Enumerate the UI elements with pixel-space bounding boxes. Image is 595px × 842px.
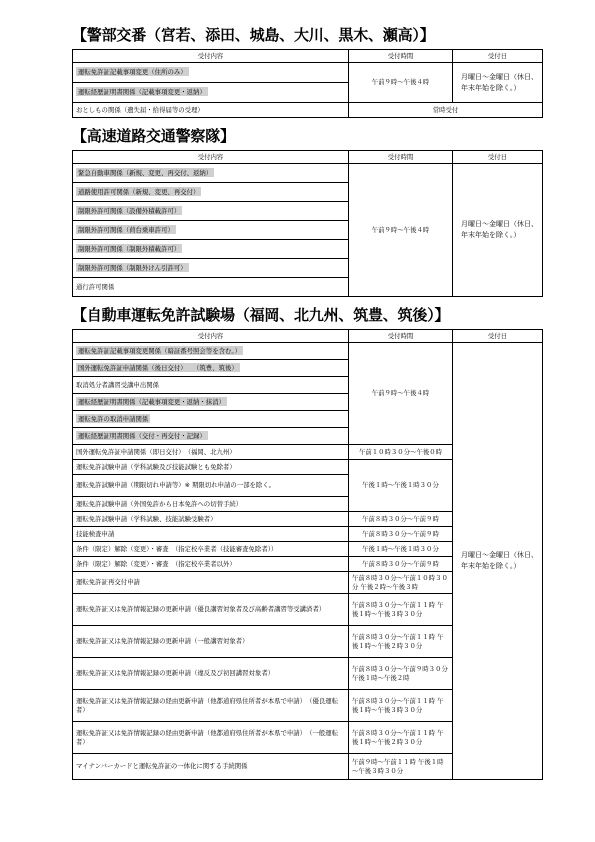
row-content: 制限外許可関係（荷台乗車許可） <box>78 225 174 234</box>
table-row <box>73 343 543 360</box>
section-title-koban: 【警部交番（宮若、添田、城島、大川、黒木、瀬高）】 <box>72 26 435 44</box>
header-day: 受付日 <box>453 50 543 63</box>
row-content: 運転経歴証明書関係（交付・再交付・記録） <box>78 431 206 440</box>
document-page <box>72 26 542 780</box>
time-cell: 午前８時３０分～午前９時３０分 午後１時～午後２時 <box>349 658 453 690</box>
row-content: 制限外許可関係（制限外けん引許可） <box>78 263 187 272</box>
row-content: 運転免許証記載事項変更（住所のみ） <box>78 68 187 77</box>
row-content: 条件（限定）解除（変更）・審査 （指定校卒業者以外） <box>73 557 349 572</box>
row-content: 通行許可関係 <box>73 278 349 297</box>
row-content: 緊急自動車関係（新規、変更、再交付、返納） <box>78 168 213 177</box>
row-content: 技能検査申請 <box>73 527 349 542</box>
table-header-row <box>73 50 543 63</box>
time-cell: 午前８時３０分～午前１１時 午後１時～午後２時３０分 <box>349 626 453 658</box>
day-cell: 月曜日～金曜日（休日、年末年始を除く。） <box>453 343 543 780</box>
row-content: 運転免許証又は免許情報記録の経由更新申請（他都道府県住所者が本県で申請） （一般運転者） <box>73 722 349 754</box>
row-content: 道路使用許可関係（新規、変更、再交付） <box>78 187 200 196</box>
row-content: 国外運転免許証申請関係（即日交付） （福岡、北九州） <box>73 445 349 460</box>
time-cell: 午前８時３０分～午前１１時 午後１時～午後２時３０分 <box>349 722 453 754</box>
row-content: 運転免許証又は免許情報記録の更新申請（違反及び初回講習対象者） <box>73 658 349 690</box>
table-test-center <box>72 329 543 780</box>
row-content: 国外運転免許証申請関係（後日交付） （筑豊、筑後） <box>78 363 238 372</box>
header-content: 受付内容 <box>73 330 349 343</box>
section-title-highway: 【高速道路交通警察隊】 <box>72 127 235 145</box>
table-highway <box>72 150 543 297</box>
row-content: 運転免許試験申請（外国免許から日本免許への切替手続） <box>73 497 349 512</box>
day-cell: 月曜日～金曜日（休日、年末年始を除く。） <box>453 63 543 103</box>
row-content: おとしもの関係（遺失届・拾得届等の受理） <box>73 103 349 118</box>
header-content: 受付内容 <box>73 151 349 164</box>
row-content: 運転免許証又は免許情報記録の経由更新申請（他都道府県住所者が本県で申請） （優良運転者） <box>73 690 349 722</box>
table-row <box>73 63 543 83</box>
time-cell: 午前８時３０分～午前１１時 午後１時～午後３時３０分 <box>349 594 453 626</box>
row-content: マイナンバーカードと運転免許証の一体化に関する手続関係 <box>73 754 349 780</box>
time-cell: 午前８時３０分～午前９時 <box>349 557 453 572</box>
day-cell: 月曜日～金曜日（休日、年末年始を除く。） <box>453 164 543 297</box>
time-cell: 午後１時～午後１時３０分 <box>349 542 453 557</box>
table-row <box>73 164 543 183</box>
time-cell: 午前９時～午前１１時 午後１時～午後３時３０分 <box>349 754 453 780</box>
header-day: 受付日 <box>453 151 543 164</box>
row-content: 運転免許試験申請（学科試験及び技能試験とも免除者） <box>73 460 349 475</box>
header-day: 受付日 <box>453 330 543 343</box>
row-content: 運転免許試験申請（期限切れ申請等）※ 期限切れ申請の一部を除く。 <box>73 475 349 497</box>
time-cell: 午前８時３０分～午前１０時３０分 午後２時～午後３時 <box>349 572 453 594</box>
header-time: 受付時間 <box>349 50 453 63</box>
time-cell: 午前８時３０分～午前１１時 午後１時～午後３時３０分 <box>349 690 453 722</box>
row-content: 運転免許証再交付申請 <box>73 572 349 594</box>
always-cell: 常時受付 <box>349 103 543 118</box>
row-content: 制限外許可関係（設備外積載許可） <box>78 206 181 215</box>
row-content: 運転免許証又は免許情報記録の更新申請（一般講習対象者） <box>73 626 349 658</box>
row-content: 運転免許試験申請（学科試験、技能試験受験者） <box>73 512 349 527</box>
time-cell: 午前９時～午後４時 <box>349 343 453 445</box>
header-time: 受付時間 <box>349 151 453 164</box>
time-cell: 午前９時～午後４時 <box>349 63 453 103</box>
table-header-row <box>73 330 543 343</box>
time-cell: 午前１０時３０分～午後０時 <box>349 445 453 460</box>
table-header-row <box>73 151 543 164</box>
time-cell: 午前９時～午後４時 <box>349 164 453 297</box>
header-content: 受付内容 <box>73 50 349 63</box>
row-content: 制限外許可関係（制限外積載許可） <box>78 244 181 253</box>
table-koban <box>72 49 543 118</box>
time-cell: 午前８時３０分～午前９時 <box>349 527 453 542</box>
table-row <box>73 103 543 118</box>
row-content: 取消処分者講習受講申出関係 <box>73 377 349 394</box>
header-time: 受付時間 <box>349 330 453 343</box>
row-content: 運転免許の取消申請関係 <box>78 414 149 423</box>
section-title-test-center: 【自動車運転免許試験場（福岡、北九州、筑豊、筑後）】 <box>72 306 450 324</box>
row-content: 運転経歴証明書関係（記載事項変更・返納・抹消） <box>78 397 225 406</box>
time-cell: 午前８時３０分～午前９時 <box>349 512 453 527</box>
row-content: 運転免許証又は免許情報記録の更新申請（優良講習対象者及び高齢者講習等受講済者） <box>73 594 349 626</box>
row-content: 運転経歴証明書関係（記載事項変更・返納） <box>78 88 206 97</box>
row-content: 運転免許証記載事項変更関係（暗証番号照会等を含む。） <box>78 346 241 355</box>
time-cell: 午後１時～午後１時３０分 <box>349 460 453 512</box>
row-content: 条件（限定）解除（変更）・審査 （指定校卒業者（技能審査免除者）） <box>73 542 349 557</box>
